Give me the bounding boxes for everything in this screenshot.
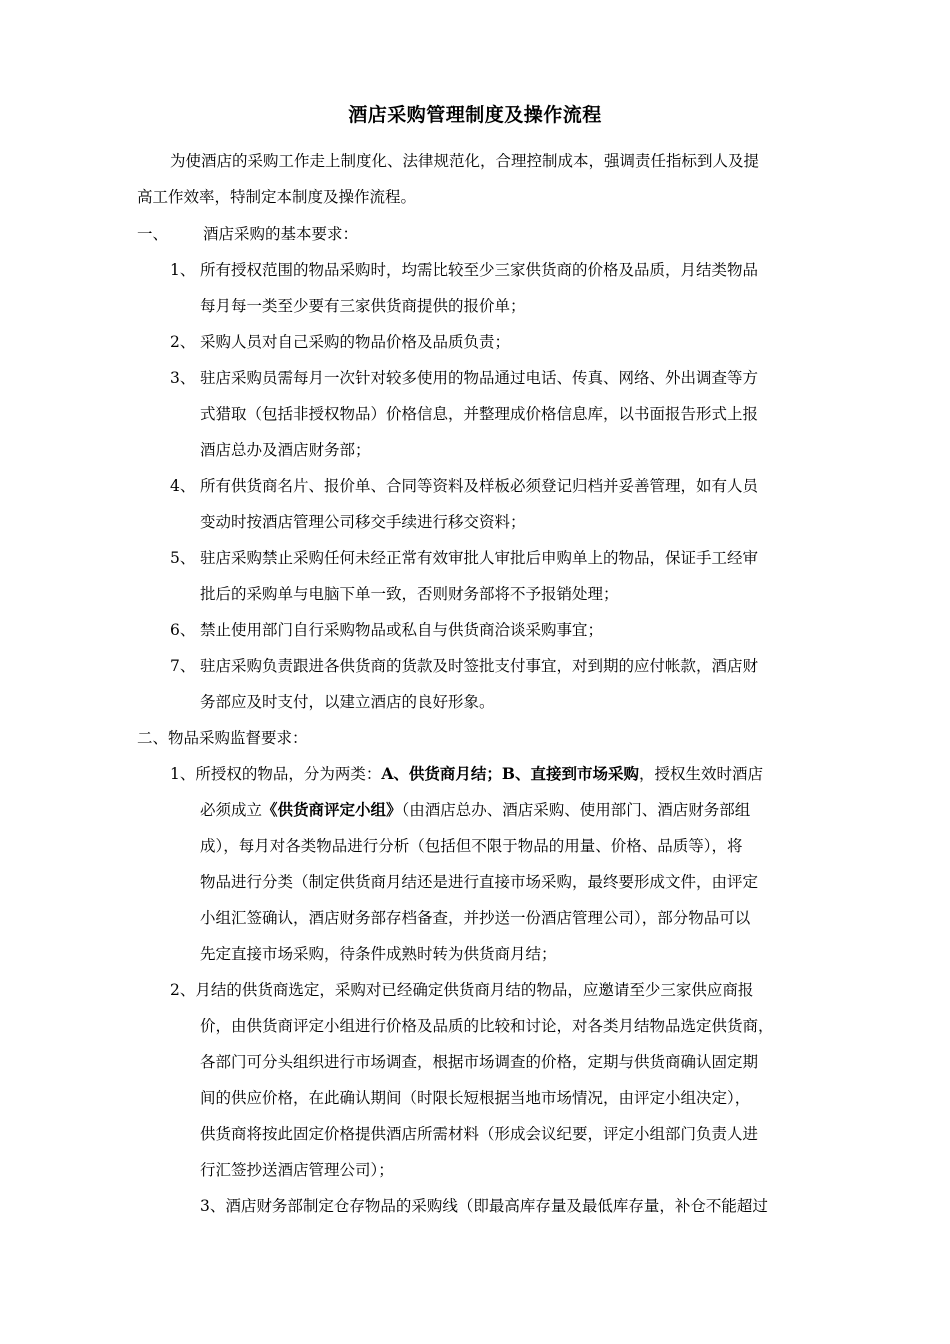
list-number: 2、 (170, 333, 196, 351)
intro-line: 高工作效率，特制定本制度及操作流程。 (137, 188, 417, 206)
list-number: 5、 (170, 549, 196, 567)
list-number: 1、 (170, 261, 196, 279)
list-item-line: 先定直接市场采购，待条件成熟时转为供货商月结； (200, 945, 557, 963)
list-item-line (170, 764, 763, 784)
document-title: 酒店采购管理制度及操作流程 (348, 104, 602, 126)
list-item-line: 批后的采购单与电脑下单一致，否则财务部将不予报销处理； (200, 585, 619, 603)
list-item-line: 所有授权范围的物品采购时，均需比较至少三家供货商的价格及品质，月结类物品 (200, 261, 759, 279)
list-item-line: 禁止使用部门自行采购物品或私自与供货商洽谈采购事宜； (200, 621, 604, 639)
list-item-line: 务部应及时支付，以建立酒店的良好形象。 (200, 693, 495, 711)
list-item-line: 2、月结的供货商选定，采购对已经确定供货商月结的物品，应邀请至少三家供应商报 (170, 981, 754, 999)
intro-line: 为使酒店的采购工作走上制度化、法律规范化，合理控制成本，强调责任指标到人及提 (170, 152, 760, 170)
list-item-line: 酒店总办及酒店财务部； (200, 441, 371, 459)
list-item-line: 驻店采购负责跟进各供货商的货款及时签批支付事宜，对到期的应付帐款，酒店财 (200, 657, 759, 675)
section-heading: 酒店采购的基本要求： (203, 225, 359, 243)
list-item-line: 供货商将按此固定价格提供酒店所需材料（形成会议纪要，评定小组部门负责人进 (200, 1125, 759, 1143)
list-item-line: 所有供货商名片、报价单、合同等资料及样板必须登记归档并妥善管理，如有人员 (200, 477, 759, 495)
list-item-line: 成），每月对各类物品进行分析（包括但不限于物品的用量、价格、品质等），将 (200, 837, 743, 855)
section-heading: 二、物品采购监督要求： (137, 729, 308, 747)
text-run: （由酒店总办、酒店采购、使用部门、酒店财务部组 (401, 801, 751, 819)
list-item-line: 行汇签抄送酒店管理公司）； (200, 1161, 394, 1179)
list-number: 7、 (170, 657, 196, 675)
list-number: 3、 (170, 369, 196, 387)
bold-text: 《供货商评定小组》 (262, 800, 402, 819)
list-item-line: 每月每一类至少要有三家供货商提供的报价单； (200, 297, 526, 315)
list-item-line: 物品进行分类（制定供货商月结还是进行直接市场采购，最终要形成文件，由评定 (200, 873, 759, 891)
text-run: ，授权生效时酒店 (639, 765, 764, 783)
list-item-line: 式猎取（包括非授权物品）价格信息，并整理成价格信息库，以书面报告形式上报 (200, 405, 759, 423)
list-item-line: 3、酒店财务部制定仓存物品的采购线（即最高库存量及最低库存量，补仓不能超过 (200, 1197, 768, 1215)
list-item-line: 小组汇签确认，酒店财务部存档备查，并抄送一份酒店管理公司），部分物品可以 (200, 909, 751, 927)
list-item-line: 间的供应价格，在此确认期间（时限长短根据当地市场情况，由评定小组决定）， (200, 1089, 751, 1107)
list-number: 6、 (170, 621, 196, 639)
list-item-line (200, 800, 750, 820)
text-run: 必须成立 (200, 801, 263, 819)
list-number: 4、 (170, 477, 196, 495)
list-item-line: 驻店采购禁止采购任何未经正常有效审批人审批后申购单上的物品，保证手工经审 (200, 549, 759, 567)
bold-text: A、供货商月结；B、直接到市场采购 (381, 764, 640, 783)
list-item-line: 采购人员对自己采购的物品价格及品质负责； (200, 333, 511, 351)
list-item-line: 驻店采购员需每月一次针对较多使用的物品通过电话、传真、网络、外出调查等方 (200, 369, 759, 387)
text-run: 1、所授权的物品，分为两类： (170, 765, 382, 783)
list-item-line: 变动时按酒店管理公司移交手续进行移交资料； (200, 513, 526, 531)
section-number: 一、 (137, 225, 169, 243)
list-item-line: 各部门可分头组织进行市场调查，根据市场调查的价格，定期与供货商确认固定期 (200, 1053, 759, 1071)
list-item-line: 价，由供货商评定小组进行价格及品质的比较和讨论，对各类月结物品选定供货商， (200, 1017, 774, 1035)
